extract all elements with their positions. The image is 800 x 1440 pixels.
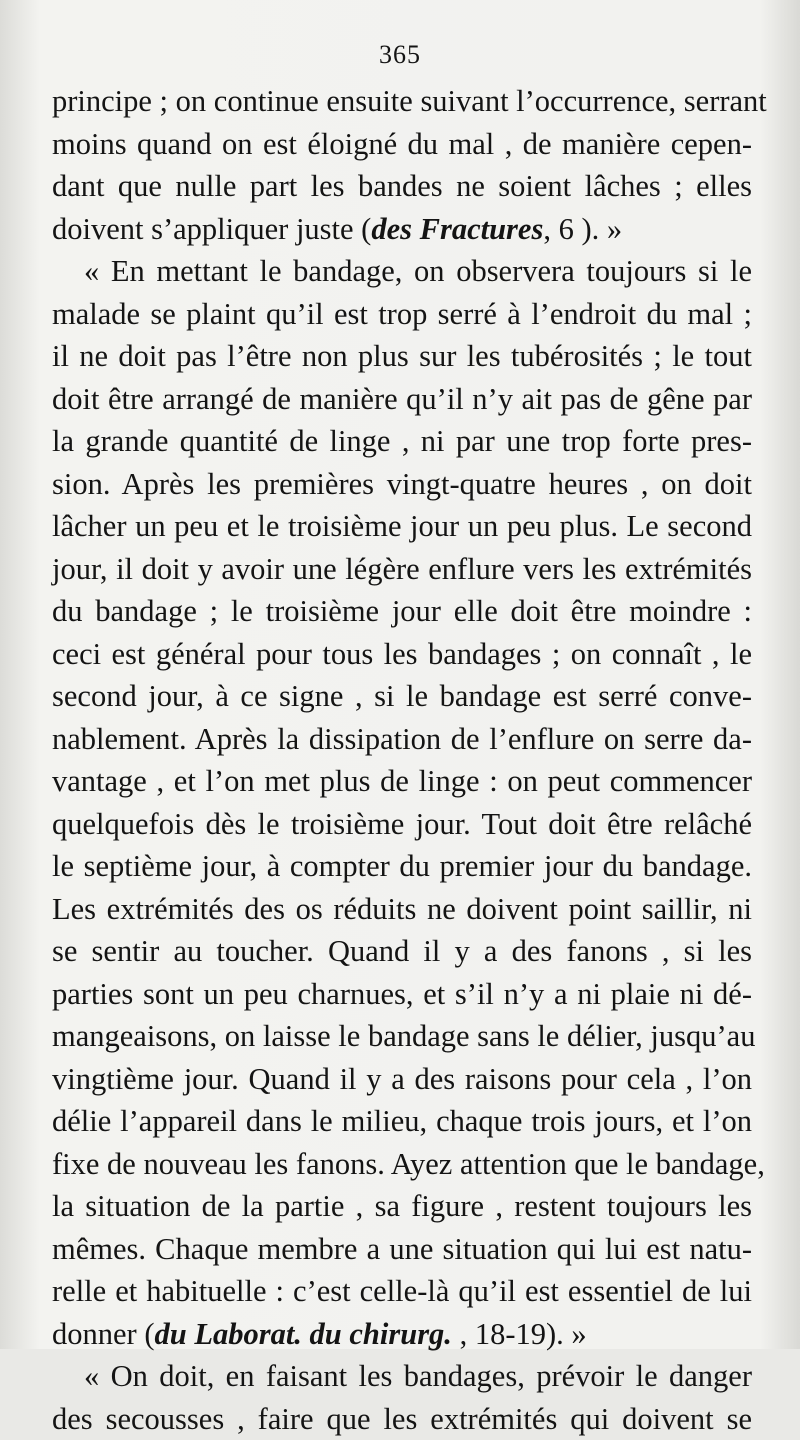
page-number: 365 bbox=[0, 40, 800, 70]
text-line: « On doit, en faisant les bandages, prévoir le danger bbox=[52, 1355, 752, 1398]
text-line: mangeaisons, on laisse le bandage sans le délier, jusqu’au bbox=[52, 1015, 752, 1058]
text-line: la situation de la partie , sa figure , restent toujours les bbox=[52, 1185, 752, 1228]
text-line: dant que nulle part les bandes ne soient lâches ; elles bbox=[52, 165, 752, 208]
text-line: il ne doit pas l’être non plus sur les tubérosités ; le tout bbox=[52, 335, 752, 378]
text-line: vantage , et l’on met plus de linge : on peut commencer bbox=[52, 760, 752, 803]
text-line: « En mettant le bandage, on observera toujours si le bbox=[52, 250, 752, 293]
text-line: lâcher un peu et le troisième jour un peu plus. Le second bbox=[52, 505, 752, 548]
text-line: se sentir au toucher. Quand il y a des fanons , si les bbox=[52, 930, 752, 973]
text-line: moins quand on est éloigné du mal , de manière cepen- bbox=[52, 123, 752, 166]
text-line: jour, il doit y avoir une légère enflure vers les extrémités bbox=[52, 548, 752, 591]
citation-title: des Fractures bbox=[371, 212, 543, 246]
citation-title: du Laborat. du chirurg. bbox=[154, 1317, 451, 1351]
text-line: fixe de nouveau les fanons. Ayez attention que le bandage, bbox=[52, 1143, 752, 1186]
text-line-citation bbox=[52, 208, 752, 251]
text-line: le septième jour, à compter du premier jour du bandage. bbox=[52, 845, 752, 888]
body-text bbox=[52, 80, 752, 1440]
text-line: quelquefois dès le troisième jour. Tout doit être relâché bbox=[52, 803, 752, 846]
text-line: parties sont un peu charnues, et s’il n’y a ni plaie ni dé- bbox=[52, 973, 752, 1016]
text-line: la grande quantité de linge , ni par une trop forte pres- bbox=[52, 420, 752, 463]
text-line: malade se plaint qu’il est trop serré à l’endroit du mal ; bbox=[52, 293, 752, 336]
text-line: Les extrémités des os réduits ne doivent point saillir, ni bbox=[52, 888, 752, 931]
text-line: mêmes. Chaque membre a une situation qui lui est natu- bbox=[52, 1228, 752, 1271]
text-line: des secousses , faire que les extrémités qui doivent se bbox=[52, 1398, 752, 1440]
text-line: relle et habituelle : c’est celle-là qu’il est essentiel de lui bbox=[52, 1270, 752, 1313]
text-line: sion. Après les premières vingt-quatre heures , on doit bbox=[52, 463, 752, 506]
citation-pre: donner ( bbox=[52, 1317, 154, 1351]
citation-post: , 18-19). » bbox=[452, 1317, 587, 1351]
text-line: principe ; on continue ensuite suivant l’occurrence, serrant bbox=[52, 80, 752, 123]
text-line: nablement. Après la dissipation de l’enflure on serre da- bbox=[52, 718, 752, 761]
citation-post: , 6 ). » bbox=[543, 212, 622, 246]
text-line: vingtième jour. Quand il y a des raisons pour cela , l’on bbox=[52, 1058, 752, 1101]
text-line: ceci est général pour tous les bandages ; on connaît , le bbox=[52, 633, 752, 676]
text-line: second jour, à ce signe , si le bandage est serré conve- bbox=[52, 675, 752, 718]
text-line: délie l’appareil dans le milieu, chaque trois jours, et l’on bbox=[52, 1100, 752, 1143]
citation-pre: doivent s’appliquer juste ( bbox=[52, 212, 371, 246]
text-line: doit être arrangé de manière qu’il n’y ait pas de gêne par bbox=[52, 378, 752, 421]
text-line: du bandage ; le troisième jour elle doit être moindre : bbox=[52, 590, 752, 633]
